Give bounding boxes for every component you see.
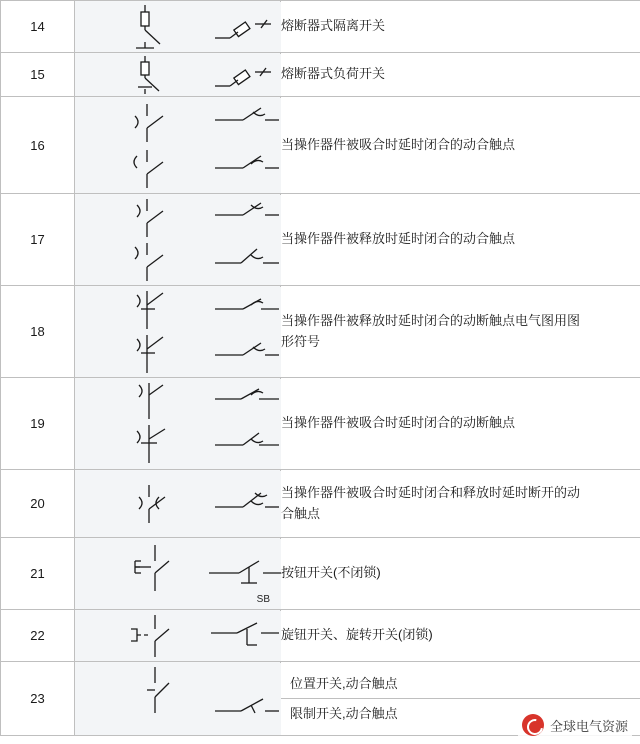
row-number: 16 (1, 97, 75, 194)
row-description (281, 286, 640, 378)
row-description: 当操作器件被释放时延时闭合的动合触点 (281, 194, 640, 286)
symbol-graphic (75, 663, 280, 735)
row-description (281, 470, 640, 538)
row-number: 18 (1, 286, 75, 378)
table-row (1, 1, 640, 53)
delayed-closing-and-opening-no-contact-symbol (75, 470, 281, 538)
rotary-knob-switch-latching-symbol (75, 610, 281, 662)
desc-line: 形符号 (281, 333, 321, 349)
symbol-graphic (75, 379, 280, 469)
symbol-graphic (75, 287, 280, 377)
table-row (1, 610, 640, 662)
symbol-graphic (75, 54, 280, 96)
row-description: 当操作器件被吸合时延时闭合的动断触点 (281, 378, 640, 470)
row-number: 23 (1, 662, 75, 736)
desc-line: 当操作器件被吸合时延时闭合和释放时延时断开的动 (281, 485, 581, 501)
watermark-text: 全球电气资源 (549, 718, 628, 734)
row-description: 旋钮开关、旋转开关(闭锁) (281, 610, 640, 662)
row-description: 熔断器式隔离开关 (281, 1, 640, 53)
row-description: 当操作器件被吸合时延时闭合的动合触点 (281, 97, 640, 194)
push-button-switch-non-latching-symbol (75, 538, 281, 610)
desc-line: 当操作器件被释放时延时闭合的动断触点电气图用图 (281, 313, 581, 329)
wechat-account-logo (522, 714, 544, 736)
delayed-closing-nc-contact-on-energize-symbol (75, 378, 281, 470)
row-number: 17 (1, 194, 75, 286)
table-row (1, 470, 640, 538)
row-number: 19 (1, 378, 75, 470)
symbol-graphic (75, 2, 280, 52)
table-row (1, 378, 640, 470)
desc-line: 合触点 (281, 505, 321, 521)
table-row (1, 97, 640, 194)
row-number: 20 (1, 470, 75, 538)
delayed-closing-no-contact-on-release-symbol (75, 194, 281, 286)
delayed-closing-no-contact-on-energize-symbol (75, 97, 281, 194)
row-number: 14 (1, 1, 75, 53)
row-number: 22 (1, 610, 75, 662)
table-row (1, 538, 640, 610)
symbol-graphic (75, 98, 280, 193)
symbol-graphic (75, 539, 280, 609)
table-row (1, 194, 640, 286)
fuse-load-switch-symbol (75, 53, 281, 97)
fuse-disconnector-symbol (75, 1, 281, 53)
watermark (518, 712, 632, 738)
row-number: 21 (1, 538, 75, 610)
symbol-graphic (75, 195, 280, 285)
row-description: 按钮开关(不闭锁) (281, 538, 640, 610)
table-row (1, 286, 640, 378)
desc-line: 限制开关,动合触点 (290, 706, 398, 721)
table-row (1, 53, 640, 97)
delayed-closing-nc-contact-on-release-symbol (75, 286, 281, 378)
position-limit-switch-no-contact-symbol (75, 662, 281, 736)
symbol-graphic (75, 611, 280, 661)
row-number: 15 (1, 53, 75, 97)
symbol-annotation-sb: SB (256, 594, 270, 605)
desc-line: 位置开关,动合触点 (281, 669, 640, 700)
row-description: 熔断器式负荷开关 (281, 53, 640, 97)
symbol-graphic (75, 471, 280, 537)
